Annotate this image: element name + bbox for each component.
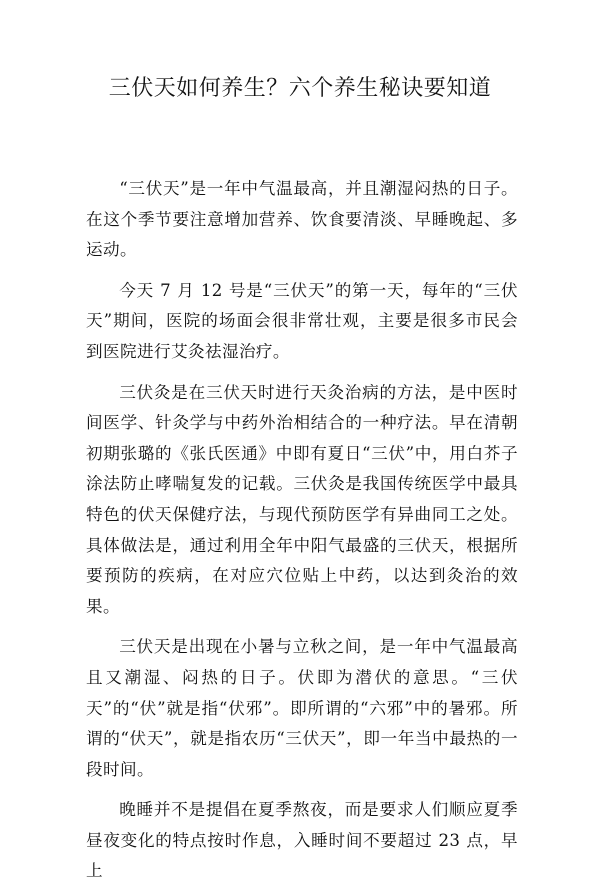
paragraph-moxibustion: 三伏灸是在三伏天时进行天灸治病的方法，是中医时间医学、针灸学与中药外治相结合的一种疗法。早在清朝初期张璐的《张氏医通》中即有夏日“三伏”中，用白芥子涂法防止哮喘复发的记载。三伏灸是我国传统医学中最具特色的伏天保健疗法，与现代预防医学有异曲同工之处。具体做法是，通过利用全年中阳气最盛的三伏天，根据所要预防的疾病，在对应穴位贴上中药，以达到灸治的效果。 [86,382,518,616]
document-title: 三伏天如何养生？六个养生秘诀要知道 [108,76,492,101]
document-body [86,174,518,887]
paragraph-sleep: 晚睡并不是提倡在夏季熬夜，而是要求人们顺应夏季昼夜变化的特点按时作息，入睡时间不要超过 23 点，早上 [86,800,518,881]
paragraph-first-day: 今天 7 月 12 号是“三伏天”的第一天，每年的“三伏天”期间，医院的场面会很非常壮观，主要是很多市民会到医院进行艾灸祛湿治疗。 [86,280,518,361]
paragraph-intro: “三伏天”是一年中气温最高，并且潮湿闷热的日子。在这个季节要注意增加营养、饮食要清淡、早睡晚起、多运动。 [86,179,518,260]
paragraph-definition: 三伏天是出现在小暑与立秋之间，是一年中气温最高且又潮湿、闷热的日子。伏即为潜伏的意思。“三伏天”的“伏”就是指“伏邪”。即所谓的“六邪”中的暑邪。所谓的“伏天”，就是指农历“三伏天”，即一年当中最热的一段时间。 [86,637,518,779]
